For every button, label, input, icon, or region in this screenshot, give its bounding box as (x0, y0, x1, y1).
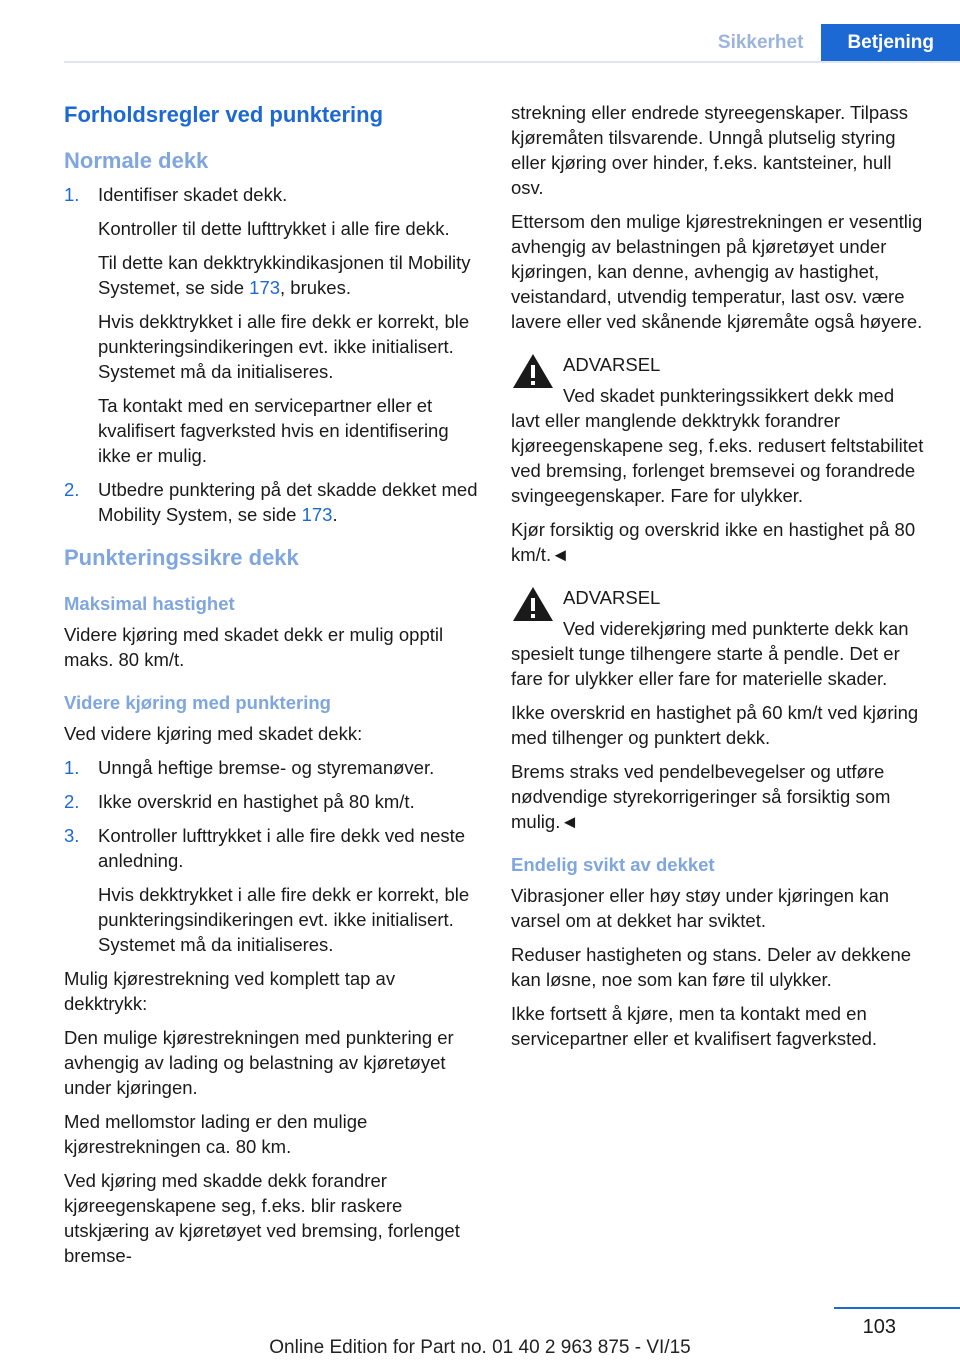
list-item (64, 789, 480, 814)
page-title: Forholdsregler ved punktering (64, 102, 384, 127)
normal-tires-heading: Normale dekk (64, 148, 209, 173)
step-text: Identifiser skadet dekk. (98, 184, 288, 205)
body-paragraph: strekning eller endrede styreegenskaper. Tilpass kjøremåten tilsvarende. Unngå plutselig styring eller kjøring over hinder, f.eks. kantsteiner, hull osv. (511, 102, 908, 198)
step-text: Kontroller til dette lufttrykket i alle fire dekk. (98, 218, 450, 239)
warning-title: ADVARSEL (563, 354, 661, 375)
step-number: 1. (64, 757, 80, 778)
step-text: Ta kontakt med en servicepartner eller et kvalifisert fagverksted hvis en identifisering ikke er mulig. (98, 395, 449, 466)
continued-driving-heading: Videre kjøring med punktering (64, 692, 331, 713)
body-paragraph: Ikke fortsett å kjøre, men ta kontakt med en servicepartner eller et kvalifisert fagverksted. (511, 1003, 878, 1049)
page-number-rule (834, 1307, 960, 1309)
normal-tires-steps (64, 182, 480, 527)
page-reference-link[interactable]: 173 (301, 504, 333, 525)
tab-sikkerhet[interactable]: Sikkerhet (717, 32, 804, 53)
warning-box (511, 352, 926, 567)
step-text: Unngå heftige bremse- og styremanøver. (98, 757, 435, 778)
page-number: 103 (862, 1316, 896, 1338)
warning-triangle-icon (511, 352, 555, 390)
page-reference-link[interactable]: 173 (249, 277, 281, 298)
step-text: Kontroller lufttrykket i alle fire dekk ved neste anledning. (98, 825, 466, 871)
continued-driving-steps (64, 755, 480, 957)
step-text: Utbedre punktering på det skadde dekket med Mobility System, se side 173. (98, 479, 478, 525)
max-speed-text: Videre kjøring med skadet dekk er mulig opptil maks. 80 km/t. (64, 624, 444, 670)
step-number: 2. (64, 791, 80, 812)
body-paragraph: Reduser hastigheten og stans. Deler av dekkene kan løsne, noe som kan føre til ulykker. (511, 944, 912, 990)
body-paragraph: Ved kjøring med skadde dekk forandrer kjøreegenskapene seg, f.eks. blir raskere utskjæring av kjøretøyet ved bremsing, forlenget bremse- (64, 1170, 460, 1266)
step-number: 2. (64, 479, 80, 500)
step-text: Ikke overskrid en hastighet på 80 km/t. (98, 791, 415, 812)
right-column (511, 100, 926, 1060)
body-paragraph: Med mellomstor lading er den mulige kjørestrekningen ca. 80 km. (64, 1111, 368, 1157)
tab-betjening[interactable]: Betjening (821, 24, 960, 62)
body-paragraph: Mulig kjørestrekning ved komplett tap av dekktrykk: (64, 968, 396, 1014)
list-item (64, 755, 480, 780)
warning-text: Brems straks ved pendelbevegelser og utføre nødvendige styrekorrigeringer så forsiktig som mulig.◄ (511, 761, 891, 832)
runflat-heading: Punkteringssikre dekk (64, 545, 299, 570)
body-paragraph: Den mulige kjørestrekningen med punktering er avhengig av lading og belastning av kjøretøyet under kjøringen. (64, 1027, 454, 1098)
warning-text: Ved skadet punkteringssikkert dekk med lavt eller manglende dekktrykk forandrer kjøreegenskapene seg, f.eks. redusert feltstabilitet ved bremsing, forlenget bremsevei og forandrede svingeegenskaper. Fare for ulykker. (511, 385, 924, 506)
tire-failure-heading: Endelig svikt av dekket (511, 854, 715, 875)
warning-text: Ikke overskrid en hastighet på 60 km/t ved kjøring med tilhenger og punktert dekk. (511, 702, 919, 748)
step-text: Til dette kan dekktrykkindikasjonen til Mobility Systemet, se side 173, brukes. (98, 252, 471, 298)
list-item (64, 477, 480, 527)
warning-text: Ved viderekjøring med punkterte dekk kan spesielt tunge tilhengere starte å pendle. Det er fare for ulykker eller fare for materielle skader. (511, 618, 909, 689)
header-divider (64, 61, 960, 63)
list-item (64, 823, 480, 957)
warning-title: ADVARSEL (563, 587, 661, 608)
continued-intro: Ved videre kjøring med skadet dekk: (64, 723, 363, 744)
header-tabs (700, 24, 960, 62)
left-column (64, 100, 480, 1277)
step-text: Hvis dekktrykket i alle fire dekk er korrekt, ble punkteringsindikeringen evt. ikke initialisert. Systemet må da initialiseres. (98, 884, 470, 955)
warning-text: Kjør forsiktig og overskrid ikke en hastighet på 80 km/t.◄ (511, 519, 916, 565)
body-paragraph: Vibrasjoner eller høy støy under kjøringen kan varsel om at dekket har sviktet. (511, 885, 890, 931)
step-number: 3. (64, 825, 80, 846)
footer-edition-text: Online Edition for Part no. 01 40 2 963 875 - VI/15 (269, 1337, 691, 1358)
list-item (64, 182, 480, 468)
body-paragraph: Ettersom den mulige kjørestrekningen er vesentlig avhengig av belastningen på kjøretøyet under kjøringen, kan denne, avhengig av hastighet, veistandard, utvendig temperatur, last osv. være lavere eller ved skånende kjøremåte også høyere. (511, 211, 923, 332)
step-text: Hvis dekktrykket i alle fire dekk er korrekt, ble punkteringsindikeringen evt. ikke initialisert. Systemet må da initialiseres. (98, 311, 470, 382)
warning-box (511, 585, 926, 834)
max-speed-heading: Maksimal hastighet (64, 593, 235, 614)
step-number: 1. (64, 184, 80, 205)
warning-triangle-icon (511, 585, 555, 623)
